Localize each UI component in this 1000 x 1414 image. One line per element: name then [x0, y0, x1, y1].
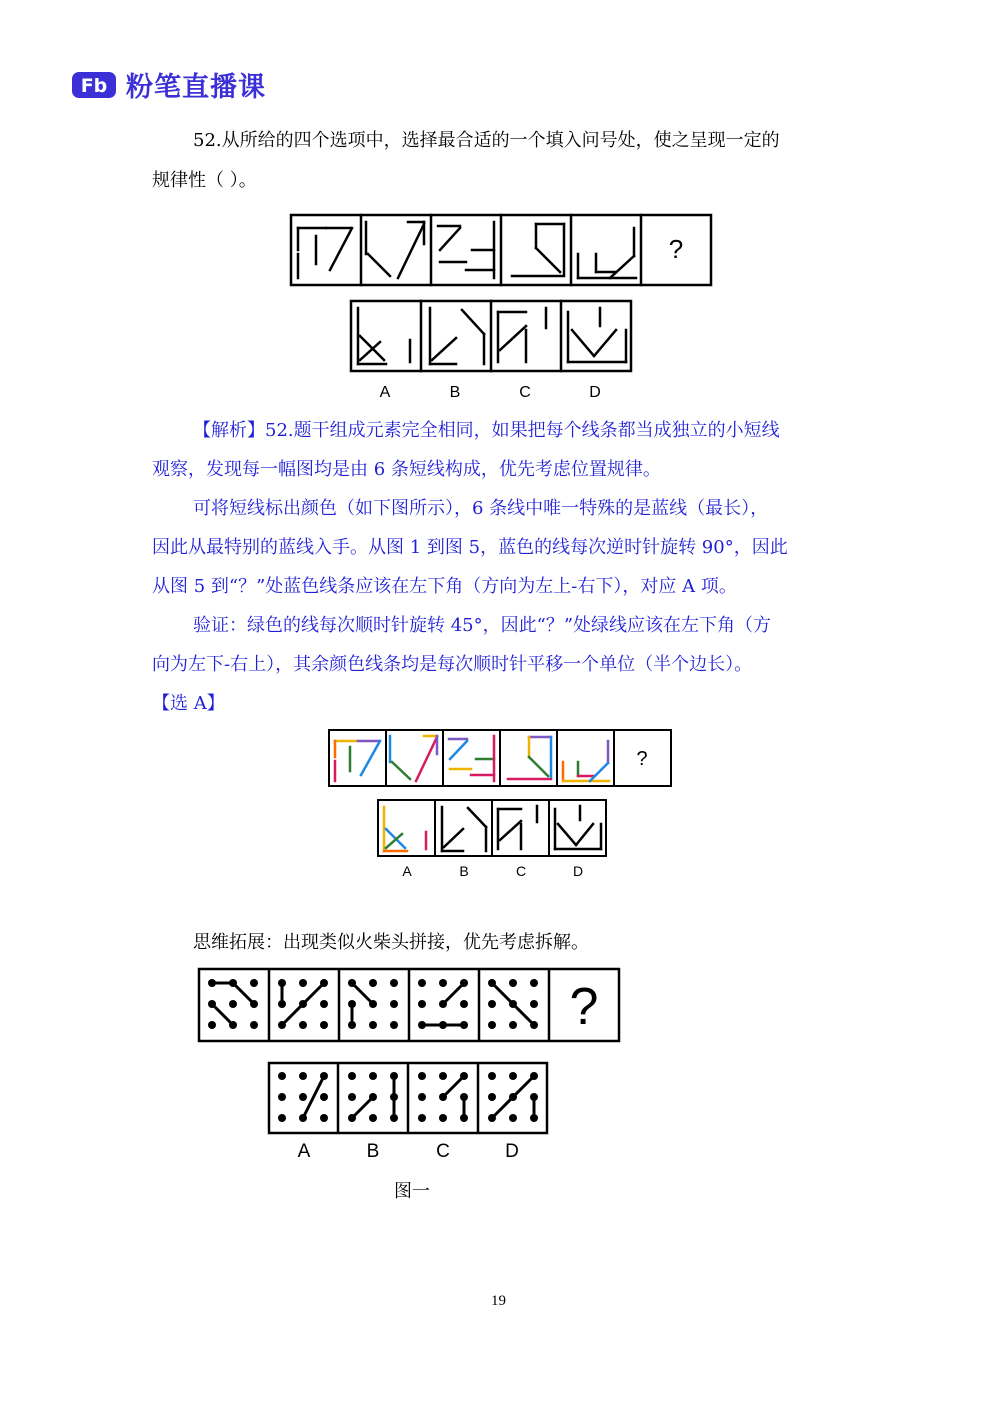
colored-options-figure [377, 799, 607, 857]
brand-logo [70, 64, 266, 104]
colored-option-label-a: A [402, 863, 412, 879]
page-number: 19 [491, 1293, 506, 1309]
svg-text:?: ? [636, 748, 648, 770]
dot-grid-cell [348, 1072, 398, 1122]
option-label-c: C [519, 384, 531, 401]
question-line-1: 52.从所给的四个选项中，选择最合适的一个填入问号处，使之呈现一定的 [193, 130, 780, 151]
analysis-line-2: 观察，发现每一幅图均是由 6 条短线构成，优先考虑位置规律。 [152, 459, 661, 480]
dot-grid-cell [418, 979, 468, 1029]
svg-text:?: ? [668, 234, 684, 264]
dot-option-label-b: B [366, 1141, 380, 1162]
dot-stem-figure [198, 968, 620, 1042]
dot-options-figure [268, 1062, 548, 1134]
dot-option-label-a: A [297, 1141, 311, 1162]
question-options-figure [350, 300, 632, 372]
dot-option-label-c: C [436, 1141, 450, 1162]
dot-grid-cell [348, 979, 398, 1029]
analysis-line-3: 可将短线标出颜色（如下图所示），6 条线中唯一特殊的是蓝线（最长）， [193, 498, 769, 519]
option-label-a: A [379, 384, 391, 401]
dot-grid-cell [488, 979, 538, 1029]
dot-grid-cell [488, 1072, 538, 1122]
dot-option-label-d: D [505, 1141, 519, 1162]
analysis-line-1: 【解析】52.题干组成元素完全相同，如果把每个线条都当成独立的小短线 [193, 420, 780, 441]
answer-label: 【选 A】 [152, 693, 225, 714]
dot-grid-cell [418, 1072, 468, 1122]
dot-grid-cell [278, 1072, 328, 1122]
analysis-line-5: 从图 5 到“？”处蓝色线条应该在左下角（方向为左上-右下），对应 A 项。 [152, 576, 737, 597]
colored-option-label-b: B [459, 863, 469, 879]
question-stem-figure [290, 214, 712, 286]
colored-option-label-d: D [572, 863, 584, 879]
analysis-line-6: 验证：绿色的线每次顺时针旋转 45°，因此“？”处绿线应该在左下角（方 [193, 615, 772, 636]
analysis-line-7: 向为左下-右上），其余颜色线条均是每次顺时针平移一个单位（半个边长）。 [152, 654, 753, 675]
svg-text:Fb: Fb [80, 75, 108, 97]
brand-name: 粉笔直播课 [126, 71, 266, 103]
dot-grid-cell [208, 979, 258, 1029]
question-line-2: 规律性（ ）。 [152, 170, 257, 191]
colored-option-label-c: C [515, 863, 527, 879]
svg-text:?: ? [569, 978, 599, 1036]
fb-logo-icon [70, 69, 118, 99]
analysis-line-4: 因此从最特别的蓝线入手。从图 1 到图 5，蓝色的线每次逆时针旋转 90°，因此 [152, 537, 788, 558]
dot-grid-cell [278, 979, 328, 1029]
option-label-b: B [449, 384, 461, 401]
colored-stem-figure [328, 729, 672, 787]
figure-caption: 图一 [394, 1181, 430, 1202]
option-label-d: D [589, 384, 601, 401]
extension-text: 思维拓展：出现类似火柴头拼接，优先考虑拆解。 [193, 932, 589, 953]
